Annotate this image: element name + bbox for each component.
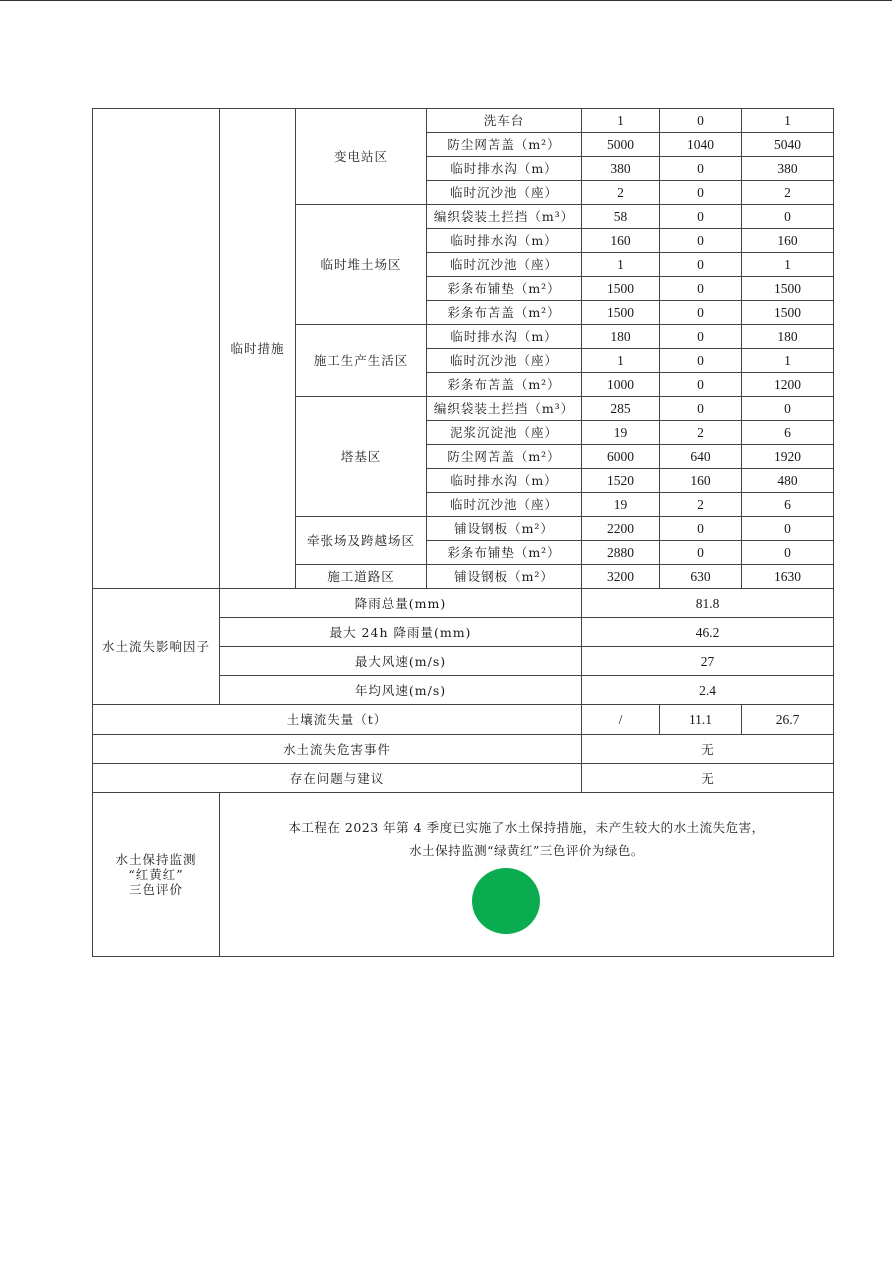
hazard-row	[93, 735, 834, 764]
value-cell: 1	[742, 349, 834, 373]
value-cell: 58	[582, 205, 660, 229]
value-cell: 0	[660, 229, 742, 253]
value-cell: 6	[742, 421, 834, 445]
evaluation-label-cell	[93, 793, 220, 957]
measure-item-cell: 铺设钢板（m²）	[427, 565, 582, 589]
value-cell: 3200	[582, 565, 660, 589]
measure-item-cell: 泥浆沉淀池（座）	[427, 421, 582, 445]
soil-loss-value: 11.1	[660, 705, 742, 735]
measure-item-cell: 铺设钢板（m²）	[427, 517, 582, 541]
table-row	[93, 109, 834, 133]
value-cell: 1630	[742, 565, 834, 589]
measure-item-cell: 彩条布苫盖（m²）	[427, 373, 582, 397]
value-cell: 0	[660, 397, 742, 421]
area-cell: 牵张场及跨越场区	[296, 517, 427, 565]
issues-label: 存在问题与建议	[93, 764, 582, 793]
evaluation-label-line: 三色评价	[128, 882, 183, 897]
value-cell: 380	[742, 157, 834, 181]
factor-value-cell: 81.8	[582, 589, 834, 618]
value-cell: 0	[742, 205, 834, 229]
measure-item-cell: 临时沉沙池（座）	[427, 253, 582, 277]
measure-item-cell: 洗车台	[427, 109, 582, 133]
factor-name-cell: 降雨总量(mm)	[220, 589, 582, 618]
value-cell: 160	[582, 229, 660, 253]
measure-item-cell: 临时沉沙池（座）	[427, 493, 582, 517]
soil-loss-label: 土壤流失量（t）	[93, 705, 582, 735]
value-cell: 1500	[742, 301, 834, 325]
evaluation-text-line: 水土保持监测“绿黄红”三色评价为绿色。	[409, 842, 644, 858]
value-cell: 0	[742, 517, 834, 541]
factor-name-cell: 年均风速(m/s)	[220, 676, 582, 705]
value-cell: 2	[582, 181, 660, 205]
value-cell: 1	[742, 109, 834, 133]
value-cell: 0	[660, 325, 742, 349]
factor-value-cell: 2.4	[582, 676, 834, 705]
value-cell: 1	[582, 349, 660, 373]
area-cell: 变电站区	[296, 109, 427, 205]
value-cell: 160	[742, 229, 834, 253]
evaluation-label-line: “红黄红”	[128, 867, 184, 882]
area-cell: 施工道路区	[296, 565, 427, 589]
value-cell: 380	[582, 157, 660, 181]
value-cell: 0	[660, 373, 742, 397]
factor-row	[93, 589, 834, 618]
value-cell: 160	[660, 469, 742, 493]
value-cell: 0	[660, 157, 742, 181]
value-cell: 640	[660, 445, 742, 469]
value-cell: 630	[660, 565, 742, 589]
factor-name-cell: 最大 24h 降雨量(mm)	[220, 618, 582, 647]
value-cell: 180	[582, 325, 660, 349]
category-cell: 临时措施	[220, 109, 296, 589]
value-cell: 0	[660, 301, 742, 325]
value-cell: 2	[660, 421, 742, 445]
measure-item-cell: 彩条布苫盖（m²）	[427, 301, 582, 325]
value-cell: 1500	[582, 301, 660, 325]
area-cell: 塔基区	[296, 397, 427, 517]
evaluation-text-line: 本工程在 2023 年第 4 季度已实施了水土保持措施，未产生较大的水土流失危害，	[288, 819, 765, 835]
value-cell: 1200	[742, 373, 834, 397]
hazard-value: 无	[582, 735, 834, 764]
value-cell: 6000	[582, 445, 660, 469]
measure-item-cell: 编织袋装土拦挡（m³）	[427, 397, 582, 421]
value-cell: 0	[660, 253, 742, 277]
value-cell: 0	[742, 541, 834, 565]
area-cell: 施工生产生活区	[296, 325, 427, 397]
value-cell: 1000	[582, 373, 660, 397]
soil-loss-value: /	[582, 705, 660, 735]
value-cell: 2200	[582, 517, 660, 541]
evaluation-content-cell	[220, 793, 834, 957]
issues-value: 无	[582, 764, 834, 793]
measure-item-cell: 彩条布铺垫（m²）	[427, 277, 582, 301]
soil-loss-row	[93, 705, 834, 735]
value-cell: 1	[582, 253, 660, 277]
area-cell: 临时堆土场区	[296, 205, 427, 325]
measure-item-cell: 临时排水沟（m）	[427, 157, 582, 181]
factor-value-cell: 46.2	[582, 618, 834, 647]
value-cell: 480	[742, 469, 834, 493]
value-cell: 1920	[742, 445, 834, 469]
value-cell: 1040	[660, 133, 742, 157]
value-cell: 285	[582, 397, 660, 421]
measure-item-cell: 临时排水沟（m）	[427, 325, 582, 349]
value-cell: 1	[742, 253, 834, 277]
value-cell: 180	[742, 325, 834, 349]
value-cell: 0	[660, 349, 742, 373]
value-cell: 2	[742, 181, 834, 205]
monitoring-table	[92, 108, 834, 957]
value-cell: 19	[582, 421, 660, 445]
factor-value-cell: 27	[582, 647, 834, 676]
factors-label-cell: 水土流失影响因子	[93, 589, 220, 705]
measure-item-cell: 防尘网苫盖（m²）	[427, 445, 582, 469]
value-cell: 1	[582, 109, 660, 133]
measure-item-cell: 临时沉沙池（座）	[427, 349, 582, 373]
evaluation-label-line: 水土保持监测	[115, 852, 197, 867]
value-cell: 0	[660, 517, 742, 541]
measure-item-cell: 彩条布铺垫（m²）	[427, 541, 582, 565]
measure-item-cell: 编织袋装土拦挡（m³）	[427, 205, 582, 229]
measure-item-cell: 临时沉沙池（座）	[427, 181, 582, 205]
evaluation-row	[93, 793, 834, 957]
value-cell: 0	[660, 205, 742, 229]
measure-item-cell: 临时排水沟（m）	[427, 229, 582, 253]
value-cell: 0	[660, 181, 742, 205]
measure-item-cell: 临时排水沟（m）	[427, 469, 582, 493]
page-top-border	[0, 0, 892, 1]
blank-cell	[93, 109, 220, 589]
value-cell: 2880	[582, 541, 660, 565]
value-cell: 1520	[582, 469, 660, 493]
value-cell: 5040	[742, 133, 834, 157]
soil-loss-value: 26.7	[742, 705, 834, 735]
measure-item-cell: 防尘网苫盖（m²）	[427, 133, 582, 157]
hazard-label: 水土流失危害事件	[93, 735, 582, 764]
green-rating-circle	[472, 868, 540, 934]
value-cell: 1500	[742, 277, 834, 301]
issues-row	[93, 764, 834, 793]
value-cell: 0	[660, 109, 742, 133]
value-cell: 0	[742, 397, 834, 421]
value-cell: 6	[742, 493, 834, 517]
factor-name-cell: 最大风速(m/s)	[220, 647, 582, 676]
value-cell: 0	[660, 277, 742, 301]
value-cell: 5000	[582, 133, 660, 157]
value-cell: 0	[660, 541, 742, 565]
value-cell: 1500	[582, 277, 660, 301]
value-cell: 19	[582, 493, 660, 517]
value-cell: 2	[660, 493, 742, 517]
